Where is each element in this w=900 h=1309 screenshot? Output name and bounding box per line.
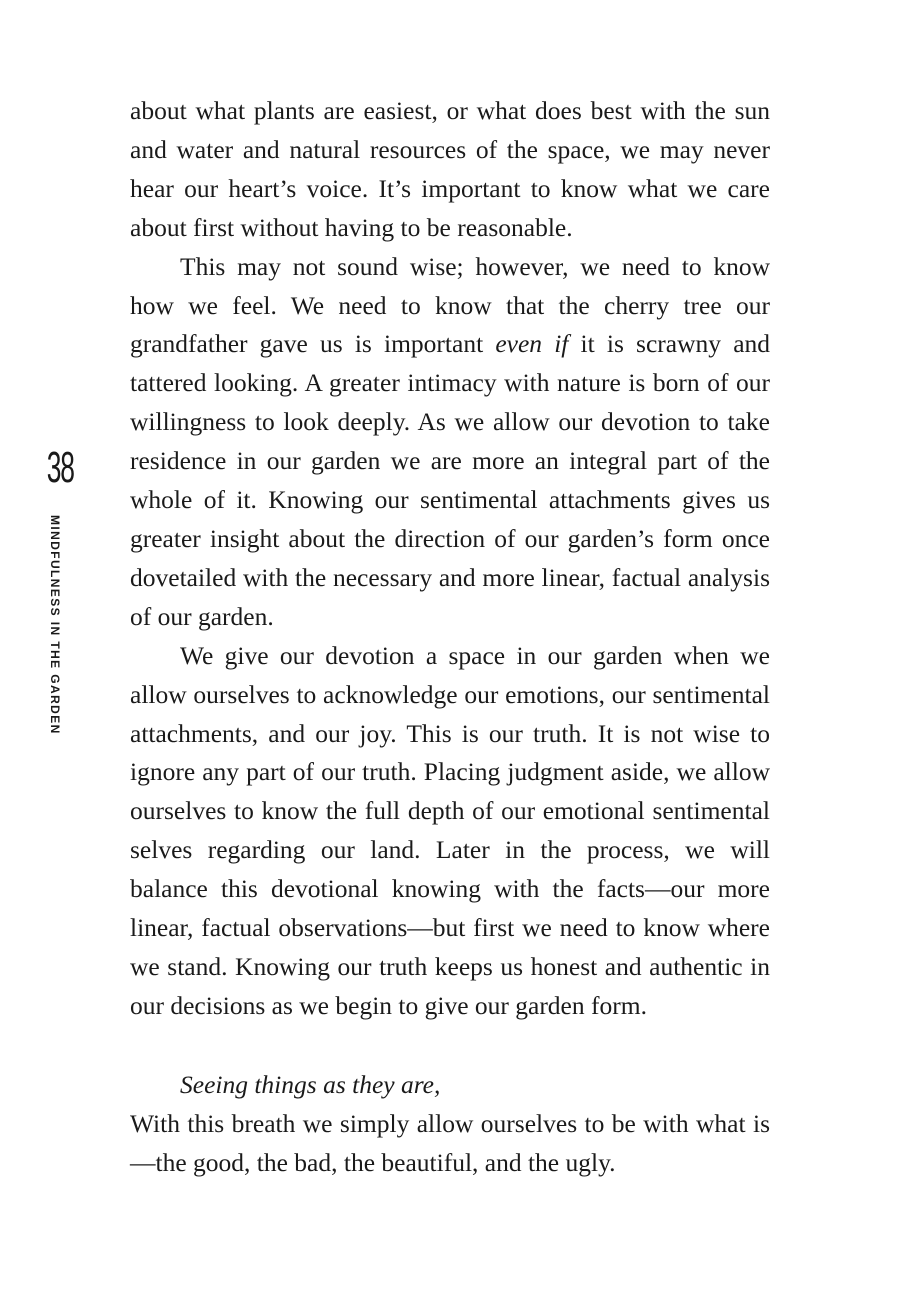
paragraph-2-part-a: This may not sound wise; however, we need to know how we feel. We need to know that the cherry tree our grandfather gave us is important <box>130 251 770 359</box>
body-text <box>130 92 770 1182</box>
paragraph-4: With this breath we simply allow ourselves to be with what is—the good, the bad, the beautiful, and the ugly. <box>130 1108 770 1177</box>
paragraph-1: about what plants are easiest, or what does best with the sun and water and natural resources of the space, we may never hear our heart’s voice. It’s important to know what we care about first without having to be reasonable. <box>130 96 770 242</box>
page-sidebar <box>40 443 74 492</box>
verse-heading: Seeing things as they are, <box>180 1069 441 1099</box>
paragraph-2-emphasis: even if <box>495 329 569 359</box>
paragraph-3: We give our devotion a space in our garden when we allow ourselves to acknowledge our emotions, our sentimental attachments, and our joy. This is our truth. It is not wise to ignore any part of our truth. Placing judgment aside, we allow ourselves to know the full depth of our emotional sentimental selves regarding our land. Later in the process, we will balance this devotional knowing with the facts—our more linear, factual observations—but first we need to know where we stand. Knowing our truth keeps us honest and authentic in our decisions as we begin to give our garden form. <box>130 640 770 1020</box>
page-number: 38 <box>46 443 74 492</box>
running-head: MINDFULNESS IN THE GARDEN <box>48 515 62 735</box>
paragraph-2-part-b: it is scrawny and tattered looking. A greater intimacy with nature is born of our willingness to look deeply. As we allow our devotion to take residence in our garden we are more an integral part of the whole of it. Knowing our sentimental attachments gives us greater insight about the direction of our garden’s form once dovetailed with the necessary and more linear, factual analysis of our garden. <box>130 329 771 631</box>
paragraph-2 <box>130 248 770 637</box>
